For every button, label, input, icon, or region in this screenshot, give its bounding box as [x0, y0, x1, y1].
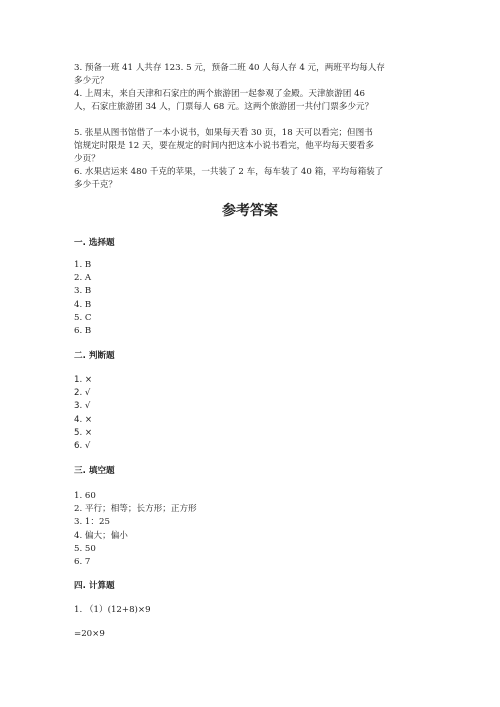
list-item: 1. B — [74, 260, 92, 270]
calc-answer-line-1: 1. （1）(12+8)×9 — [74, 605, 151, 615]
list-item: 6. √ — [74, 440, 91, 451]
list-item: 4. × — [74, 414, 93, 425]
choice-answer-list — [74, 259, 92, 338]
list-item: 3. 1：25 — [74, 517, 110, 528]
question-4-line-2: 人，石家庄旅游团 34 人，门票每人 68 元。这两个旅游团一共付门票多少元？ — [74, 102, 374, 112]
list-item: 6. B — [74, 325, 92, 336]
section-heading-calc: 四. 计算题 — [74, 581, 115, 591]
question-3-line-2: 多少元？ — [74, 76, 109, 86]
list-item: 4. B — [74, 299, 92, 310]
list-item: 2. A — [74, 273, 92, 284]
question-5 — [74, 127, 434, 166]
list-item: 5. × — [74, 427, 93, 438]
question-6-line-1: 6. 水果店运来 480 千克的苹果，一共装了 2 车，每车装了 40 箱，平均每箱装了 — [74, 167, 384, 177]
list-item: 4. 偏大；偏小 — [74, 530, 128, 541]
question-3-line-1: 3. 预备一班 41 人共存 123. 5 元，预备二班 40 人每人存 4 元，两班平均每人存 — [74, 63, 385, 73]
list-item: 6. 7 — [74, 556, 91, 567]
list-item: 2. 平行；相等；长方形；正方形 — [74, 504, 197, 515]
section-heading-judge: 二. 判断题 — [74, 351, 115, 361]
answer-title: 参考答案 — [222, 203, 278, 219]
list-item: 3. B — [74, 286, 92, 297]
fill-answer-list — [74, 490, 197, 569]
question-6 — [74, 166, 434, 192]
judge-answer-list — [74, 374, 92, 453]
question-5-line-2: 馆规定时限是 12 天，要在规定的时间内把这本小说书看完，他平均每天要看多 — [74, 141, 374, 151]
list-item: 3. √ — [74, 401, 91, 412]
list-item: 2. √ — [74, 388, 91, 399]
calc-answer-line-2: =20×9 — [74, 629, 105, 639]
question-4-line-1: 4. 上周末，来自天津和石家庄的两个旅游团一起参观了金殿。天津旅游团 46 — [74, 89, 366, 99]
section-heading-choice: 一. 选择题 — [74, 238, 115, 248]
list-item: 1. 60 — [74, 491, 96, 501]
question-5-line-1: 5. 张星从图书馆借了一本小说书，如果每天看 30 页，18 天可以看完；但图书 — [74, 128, 373, 138]
question-3 — [74, 62, 434, 88]
list-item: 1. × — [74, 375, 93, 385]
question-6-line-2: 多少千克？ — [74, 180, 117, 190]
question-5-line-3: 少页？ — [74, 154, 100, 164]
question-4 — [74, 88, 434, 114]
list-item: 5. C — [74, 312, 92, 323]
section-heading-fill: 三. 填空题 — [74, 466, 115, 476]
list-item: 5. 50 — [74, 543, 96, 554]
